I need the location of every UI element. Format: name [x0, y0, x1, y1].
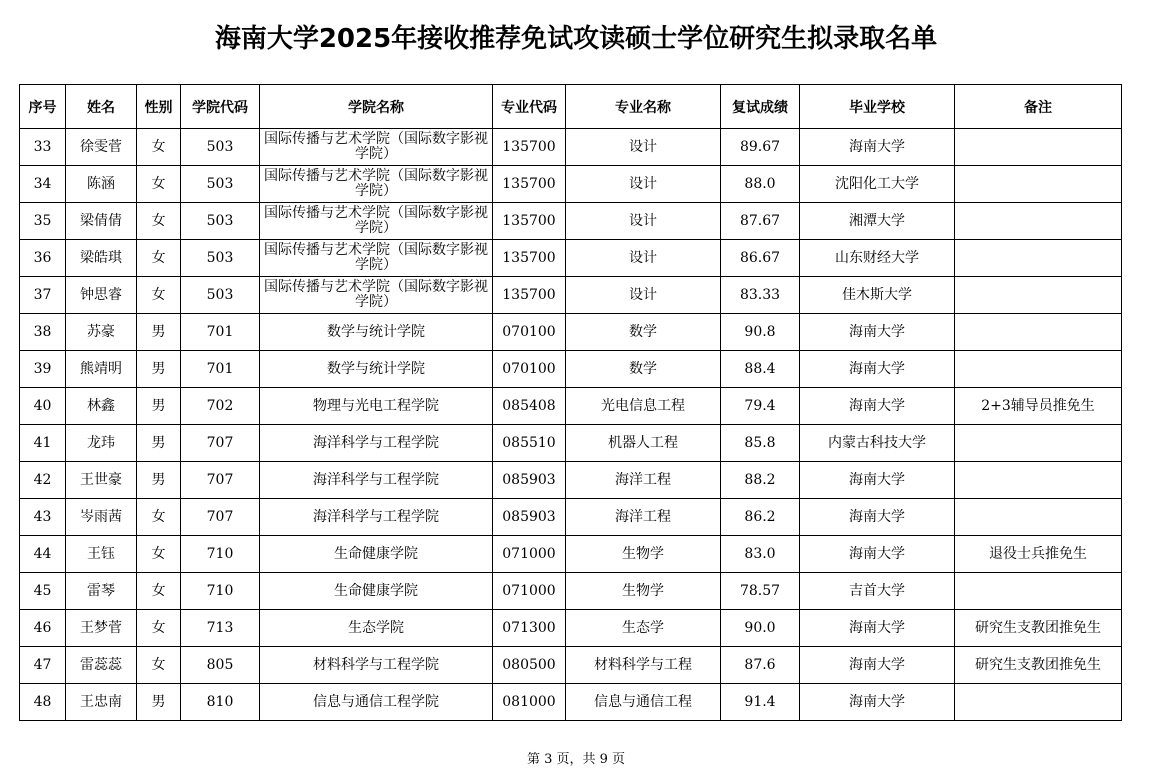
cell-major-name: 数学 — [566, 314, 721, 351]
cell-score: 86.2 — [721, 499, 800, 536]
cell-gender: 男 — [137, 462, 181, 499]
header-seq: 序号 — [20, 85, 66, 129]
cell-major-code: 071300 — [493, 610, 566, 647]
cell-remarks — [955, 277, 1122, 314]
cell-seq: 41 — [20, 425, 66, 462]
cell-major-name: 生态学 — [566, 610, 721, 647]
cell-major-code: 135700 — [493, 240, 566, 277]
table-row — [20, 203, 1122, 240]
cell-major-name: 光电信息工程 — [566, 388, 721, 425]
cell-major-name: 信息与通信工程 — [566, 684, 721, 721]
cell-gender: 女 — [137, 499, 181, 536]
cell-major-name: 设计 — [566, 277, 721, 314]
header-gender: 性别 — [137, 85, 181, 129]
cell-remarks: 2+3辅导员推免生 — [955, 388, 1122, 425]
table-row — [20, 388, 1122, 425]
page-footer: 第 3 页，共 9 页 — [526, 752, 626, 767]
cell-remarks: 研究生支教团推免生 — [955, 647, 1122, 684]
cell-college-name: 材料科学与工程学院 — [260, 647, 493, 684]
cell-college-name: 国际传播与艺术学院（国际数字影视学院） — [260, 240, 493, 277]
cell-gender: 女 — [137, 203, 181, 240]
cell-graduate-school: 海南大学 — [800, 314, 955, 351]
cell-graduate-school: 沈阳化工大学 — [800, 166, 955, 203]
cell-college-code: 702 — [181, 388, 260, 425]
cell-name: 雷蕊蕊 — [66, 647, 137, 684]
cell-name: 雷琴 — [66, 573, 137, 610]
cell-seq: 34 — [20, 166, 66, 203]
cell-remarks — [955, 684, 1122, 721]
table-row — [20, 240, 1122, 277]
cell-major-name: 设计 — [566, 166, 721, 203]
cell-major-code: 135700 — [493, 129, 566, 166]
cell-remarks — [955, 573, 1122, 610]
cell-college-code: 810 — [181, 684, 260, 721]
cell-seq: 48 — [20, 684, 66, 721]
cell-seq: 33 — [20, 129, 66, 166]
cell-college-name: 国际传播与艺术学院（国际数字影视学院） — [260, 203, 493, 240]
cell-score: 78.57 — [721, 573, 800, 610]
cell-graduate-school: 湘潭大学 — [800, 203, 955, 240]
cell-score: 79.4 — [721, 388, 800, 425]
cell-name: 梁皓琪 — [66, 240, 137, 277]
cell-gender: 女 — [137, 277, 181, 314]
table-row — [20, 499, 1122, 536]
cell-college-name: 海洋科学与工程学院 — [260, 499, 493, 536]
cell-seq: 39 — [20, 351, 66, 388]
cell-gender: 女 — [137, 610, 181, 647]
cell-major-name: 材料科学与工程 — [566, 647, 721, 684]
cell-score: 87.6 — [721, 647, 800, 684]
cell-graduate-school: 海南大学 — [800, 647, 955, 684]
cell-score: 89.67 — [721, 129, 800, 166]
cell-graduate-school: 海南大学 — [800, 499, 955, 536]
cell-graduate-school: 内蒙古科技大学 — [800, 425, 955, 462]
cell-name: 王忠南 — [66, 684, 137, 721]
cell-graduate-school: 海南大学 — [800, 462, 955, 499]
cell-college-name: 国际传播与艺术学院（国际数字影视学院） — [260, 129, 493, 166]
table-row — [20, 573, 1122, 610]
cell-name: 龙玮 — [66, 425, 137, 462]
cell-college-code: 713 — [181, 610, 260, 647]
cell-college-name: 数学与统计学院 — [260, 314, 493, 351]
cell-graduate-school: 海南大学 — [800, 684, 955, 721]
cell-score: 91.4 — [721, 684, 800, 721]
cell-major-name: 数学 — [566, 351, 721, 388]
cell-college-name: 国际传播与艺术学院（国际数字影视学院） — [260, 277, 493, 314]
cell-score: 83.33 — [721, 277, 800, 314]
cell-seq: 38 — [20, 314, 66, 351]
cell-major-code: 070100 — [493, 351, 566, 388]
cell-gender: 女 — [137, 647, 181, 684]
header-college-code: 学院代码 — [181, 85, 260, 129]
cell-seq: 43 — [20, 499, 66, 536]
table-row — [20, 314, 1122, 351]
cell-seq: 47 — [20, 647, 66, 684]
cell-score: 88.0 — [721, 166, 800, 203]
cell-score: 88.2 — [721, 462, 800, 499]
cell-seq: 44 — [20, 536, 66, 573]
table-body — [20, 129, 1122, 721]
cell-college-name: 数学与统计学院 — [260, 351, 493, 388]
table-row — [20, 536, 1122, 573]
cell-college-code: 503 — [181, 240, 260, 277]
cell-gender: 女 — [137, 573, 181, 610]
cell-gender: 男 — [137, 425, 181, 462]
cell-graduate-school: 海南大学 — [800, 388, 955, 425]
cell-graduate-school: 山东财经大学 — [800, 240, 955, 277]
cell-major-code: 070100 — [493, 314, 566, 351]
cell-graduate-school: 海南大学 — [800, 351, 955, 388]
cell-college-name: 信息与通信工程学院 — [260, 684, 493, 721]
cell-major-name: 设计 — [566, 240, 721, 277]
table-row — [20, 610, 1122, 647]
cell-major-code: 085510 — [493, 425, 566, 462]
cell-seq: 36 — [20, 240, 66, 277]
cell-graduate-school: 海南大学 — [800, 129, 955, 166]
cell-name: 王梦菅 — [66, 610, 137, 647]
cell-remarks — [955, 129, 1122, 166]
cell-college-name: 海洋科学与工程学院 — [260, 425, 493, 462]
cell-college-code: 710 — [181, 536, 260, 573]
cell-seq: 37 — [20, 277, 66, 314]
cell-college-name: 生命健康学院 — [260, 536, 493, 573]
cell-major-name: 生物学 — [566, 536, 721, 573]
cell-college-code: 805 — [181, 647, 260, 684]
table-row — [20, 647, 1122, 684]
cell-college-code: 707 — [181, 499, 260, 536]
cell-gender: 女 — [137, 129, 181, 166]
cell-remarks: 研究生支教团推免生 — [955, 610, 1122, 647]
cell-name: 徐雯菅 — [66, 129, 137, 166]
table-row — [20, 351, 1122, 388]
cell-score: 90.8 — [721, 314, 800, 351]
cell-major-code: 071000 — [493, 536, 566, 573]
header-major-name: 专业名称 — [566, 85, 721, 129]
cell-college-code: 503 — [181, 129, 260, 166]
cell-name: 苏豪 — [66, 314, 137, 351]
cell-graduate-school: 佳木斯大学 — [800, 277, 955, 314]
cell-gender: 男 — [137, 684, 181, 721]
header-major-code: 专业代码 — [493, 85, 566, 129]
cell-college-code: 707 — [181, 462, 260, 499]
cell-college-code: 503 — [181, 166, 260, 203]
cell-major-code: 085408 — [493, 388, 566, 425]
cell-remarks — [955, 351, 1122, 388]
cell-remarks — [955, 314, 1122, 351]
table-row — [20, 462, 1122, 499]
cell-major-name: 设计 — [566, 129, 721, 166]
cell-major-code: 085903 — [493, 499, 566, 536]
cell-college-name: 国际传播与艺术学院（国际数字影视学院） — [260, 166, 493, 203]
cell-college-name: 海洋科学与工程学院 — [260, 462, 493, 499]
cell-name: 王世豪 — [66, 462, 137, 499]
header-score: 复试成绩 — [721, 85, 800, 129]
cell-major-code: 135700 — [493, 203, 566, 240]
cell-college-code: 503 — [181, 277, 260, 314]
cell-major-name: 生物学 — [566, 573, 721, 610]
cell-college-code: 701 — [181, 351, 260, 388]
admission-list-table — [19, 84, 1122, 721]
table-row — [20, 425, 1122, 462]
header-name: 姓名 — [66, 85, 137, 129]
cell-remarks — [955, 425, 1122, 462]
cell-name: 陈涵 — [66, 166, 137, 203]
cell-name: 林鑫 — [66, 388, 137, 425]
cell-college-name: 物理与光电工程学院 — [260, 388, 493, 425]
cell-graduate-school: 吉首大学 — [800, 573, 955, 610]
document-title: 海南大学2025年接收推荐免试攻读硕士学位研究生拟录取名单 — [214, 24, 938, 54]
table-row — [20, 129, 1122, 166]
cell-score: 87.67 — [721, 203, 800, 240]
cell-remarks — [955, 462, 1122, 499]
cell-gender: 女 — [137, 240, 181, 277]
header-college-name: 学院名称 — [260, 85, 493, 129]
cell-score: 90.0 — [721, 610, 800, 647]
cell-gender: 女 — [137, 536, 181, 573]
cell-seq: 35 — [20, 203, 66, 240]
cell-major-code: 135700 — [493, 277, 566, 314]
cell-gender: 男 — [137, 314, 181, 351]
cell-name: 梁倩倩 — [66, 203, 137, 240]
cell-name: 熊靖明 — [66, 351, 137, 388]
cell-gender: 男 — [137, 351, 181, 388]
cell-major-code: 085903 — [493, 462, 566, 499]
cell-name: 钟思睿 — [66, 277, 137, 314]
cell-major-name: 海洋工程 — [566, 462, 721, 499]
cell-college-code: 707 — [181, 425, 260, 462]
table-row — [20, 166, 1122, 203]
cell-major-name: 海洋工程 — [566, 499, 721, 536]
cell-seq: 42 — [20, 462, 66, 499]
cell-major-name: 设计 — [566, 203, 721, 240]
cell-score: 85.8 — [721, 425, 800, 462]
cell-college-code: 710 — [181, 573, 260, 610]
cell-remarks — [955, 240, 1122, 277]
cell-name: 王钰 — [66, 536, 137, 573]
cell-major-name: 机器人工程 — [566, 425, 721, 462]
cell-college-code: 701 — [181, 314, 260, 351]
cell-score: 88.4 — [721, 351, 800, 388]
header-graduate-school: 毕业学校 — [800, 85, 955, 129]
header-row — [20, 85, 1122, 129]
cell-graduate-school: 海南大学 — [800, 610, 955, 647]
cell-remarks — [955, 203, 1122, 240]
cell-remarks — [955, 166, 1122, 203]
table-row — [20, 684, 1122, 721]
cell-college-name: 生态学院 — [260, 610, 493, 647]
cell-major-code: 071000 — [493, 573, 566, 610]
table-row — [20, 277, 1122, 314]
cell-seq: 45 — [20, 573, 66, 610]
cell-remarks: 退役士兵推免生 — [955, 536, 1122, 573]
cell-major-code: 135700 — [493, 166, 566, 203]
cell-name: 岑雨茜 — [66, 499, 137, 536]
cell-gender: 男 — [137, 388, 181, 425]
cell-score: 86.67 — [721, 240, 800, 277]
cell-gender: 女 — [137, 166, 181, 203]
cell-remarks — [955, 499, 1122, 536]
cell-graduate-school: 海南大学 — [800, 536, 955, 573]
cell-college-code: 503 — [181, 203, 260, 240]
cell-score: 83.0 — [721, 536, 800, 573]
header-remarks: 备注 — [955, 85, 1122, 129]
cell-seq: 40 — [20, 388, 66, 425]
cell-major-code: 081000 — [493, 684, 566, 721]
cell-major-code: 080500 — [493, 647, 566, 684]
cell-seq: 46 — [20, 610, 66, 647]
cell-college-name: 生命健康学院 — [260, 573, 493, 610]
